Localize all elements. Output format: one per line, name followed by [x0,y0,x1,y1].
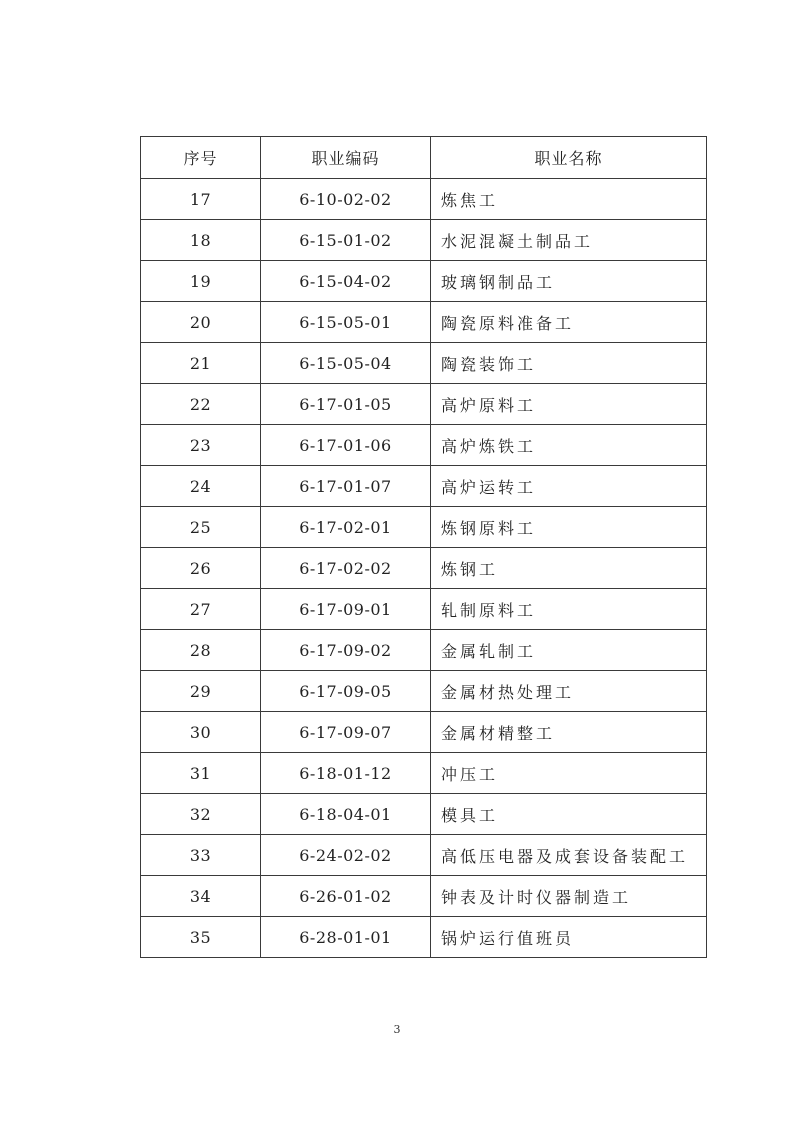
table-header [141,137,707,179]
header-row [141,137,707,179]
table-body [141,179,707,958]
serial-number-cell: 32 [141,794,261,835]
occupation-code-cell: 6-17-01-07 [261,466,431,507]
serial-number-cell: 28 [141,630,261,671]
serial-number-cell: 26 [141,548,261,589]
occupation-code-cell: 6-17-01-05 [261,384,431,425]
page-number: 3 [393,1023,401,1036]
occupation-code-cell: 6-17-09-07 [261,712,431,753]
serial-number-cell: 19 [141,261,261,302]
occupation-table [140,136,707,958]
serial-number-cell: 27 [141,589,261,630]
table-row [141,876,707,917]
occupation-name-cell: 玻璃钢制品工 [431,261,707,302]
header-occupation-code: 职业编码 [261,137,431,179]
occupation-name-cell: 陶瓷原料准备工 [431,302,707,343]
occupation-code-cell: 6-15-05-01 [261,302,431,343]
table-row [141,712,707,753]
occupation-name-cell: 锅炉运行值班员 [431,917,707,958]
serial-number-cell: 25 [141,507,261,548]
occupation-code-cell: 6-17-09-05 [261,671,431,712]
occupation-name-cell: 金属材热处理工 [431,671,707,712]
table-row [141,753,707,794]
occupation-code-cell: 6-15-04-02 [261,261,431,302]
occupation-code-cell: 6-18-04-01 [261,794,431,835]
occupation-name-cell: 钟表及计时仪器制造工 [431,876,707,917]
occupation-name-cell: 模具工 [431,794,707,835]
serial-number-cell: 23 [141,425,261,466]
occupation-code-cell: 6-17-02-02 [261,548,431,589]
table-row [141,466,707,507]
serial-number-cell: 24 [141,466,261,507]
table-row [141,589,707,630]
serial-number-cell: 29 [141,671,261,712]
occupation-name-cell: 陶瓷装饰工 [431,343,707,384]
serial-number-cell: 35 [141,917,261,958]
occupation-name-cell: 水泥混凝土制品工 [431,220,707,261]
occupation-name-cell: 冲压工 [431,753,707,794]
table-row [141,261,707,302]
serial-number-cell: 31 [141,753,261,794]
table-row [141,425,707,466]
table-row [141,179,707,220]
occupation-code-cell: 6-15-01-02 [261,220,431,261]
occupation-name-cell: 高炉炼铁工 [431,425,707,466]
table-row [141,220,707,261]
occupation-code-cell: 6-26-01-02 [261,876,431,917]
occupation-name-cell: 金属材精整工 [431,712,707,753]
serial-number-cell: 33 [141,835,261,876]
table-row [141,302,707,343]
occupation-name-cell: 炼钢工 [431,548,707,589]
serial-number-cell: 17 [141,179,261,220]
occupation-code-cell: 6-10-02-02 [261,179,431,220]
serial-number-cell: 22 [141,384,261,425]
table-row [141,384,707,425]
serial-number-cell: 34 [141,876,261,917]
occupation-name-cell: 轧制原料工 [431,589,707,630]
occupation-name-cell: 高炉原料工 [431,384,707,425]
serial-number-cell: 20 [141,302,261,343]
occupation-name-cell: 金属轧制工 [431,630,707,671]
table-row [141,630,707,671]
occupation-code-cell: 6-17-02-01 [261,507,431,548]
occupation-name-cell: 高低压电器及成套设备装配工 [431,835,707,876]
occupation-code-cell: 6-17-09-02 [261,630,431,671]
table-row [141,507,707,548]
occupation-code-cell: 6-18-01-12 [261,753,431,794]
occupation-code-cell: 6-28-01-01 [261,917,431,958]
header-serial-number: 序号 [141,137,261,179]
table-row [141,917,707,958]
table-row [141,343,707,384]
header-occupation-name: 职业名称 [431,137,707,179]
occupation-code-cell: 6-15-05-04 [261,343,431,384]
occupation-code-cell: 6-17-09-01 [261,589,431,630]
serial-number-cell: 18 [141,220,261,261]
table-row [141,794,707,835]
occupation-name-cell: 炼钢原料工 [431,507,707,548]
table-row [141,671,707,712]
serial-number-cell: 21 [141,343,261,384]
occupation-name-cell: 高炉运转工 [431,466,707,507]
occupation-code-cell: 6-24-02-02 [261,835,431,876]
occupation-code-cell: 6-17-01-06 [261,425,431,466]
occupation-name-cell: 炼焦工 [431,179,707,220]
serial-number-cell: 30 [141,712,261,753]
table-row [141,835,707,876]
table-row [141,548,707,589]
